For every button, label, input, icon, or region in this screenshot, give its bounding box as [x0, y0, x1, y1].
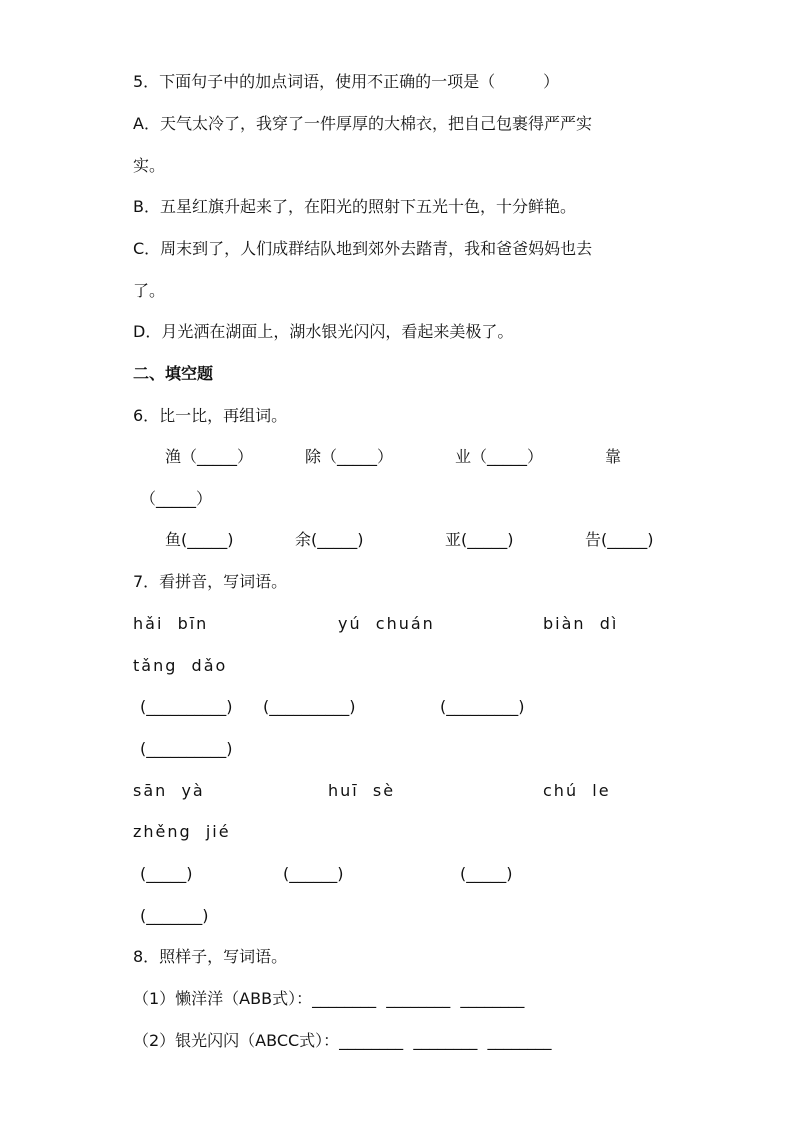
q6-blank-kao[interactable]: （_____） — [140, 489, 213, 508]
q7-blank-5[interactable]: (_____) — [140, 864, 193, 883]
q6-char-kao: 靠 — [605, 447, 622, 466]
q5-option-d: D．月光洒在湖面上，湖水银光闪闪，看起来美极了。 — [133, 322, 514, 341]
q7-pinyin-sanya: sān yà — [133, 781, 205, 800]
q5-option-c-line2: 了。 — [133, 281, 166, 300]
q8-stem: 8．照样子，写词语。 — [133, 947, 288, 966]
q8-item-1[interactable]: （1）懒洋洋（ABB式）：________ ________ ________ — [133, 989, 525, 1008]
q6-blank-yu2[interactable]: 渔（_____） — [165, 447, 254, 466]
q6-blank-yu3[interactable]: 余(_____) — [295, 530, 364, 549]
q7-pinyin-haibin: hǎi bīn — [133, 614, 209, 633]
q7-blank-3[interactable]: (_________) — [440, 697, 525, 716]
q6-stem: 6．比一比，再组词。 — [133, 406, 288, 425]
q7-blank-7[interactable]: (_____) — [460, 864, 513, 883]
q6-blank-gao[interactable]: 告(_____) — [585, 530, 654, 549]
q7-pinyin-yuchuan: yú chuán — [338, 614, 435, 633]
q7-blank-2[interactable]: (__________) — [263, 697, 356, 716]
q7-pinyin-zhengjie: zhěng jié — [133, 822, 231, 841]
q7-blank-4[interactable]: (__________) — [140, 739, 233, 758]
q5-option-a-line1: A．天气太冷了，我穿了一件厚厚的大棉衣，把自己包裹得严严实 — [133, 114, 592, 133]
q5-option-a-line2: 实。 — [133, 156, 166, 175]
q6-blank-yu[interactable]: 鱼(_____) — [165, 530, 234, 549]
q7-blank-6[interactable]: (______) — [283, 864, 344, 883]
q7-blank-1[interactable]: (__________) — [140, 697, 233, 716]
q5-option-b: B．五星红旗升起来了，在阳光的照射下五光十色，十分鲜艳。 — [133, 197, 576, 216]
q6-blank-ye[interactable]: 业（_____） — [455, 447, 544, 466]
section-title: 二、填空题 — [133, 364, 214, 383]
q8-item-2[interactable]: （2）银光闪闪（ABCC式）：________ ________ ________ — [133, 1031, 552, 1050]
q7-stem: 7．看拼音，写词语。 — [133, 572, 288, 591]
q7-pinyin-chule: chú le — [543, 781, 611, 800]
q7-blank-8[interactable]: (_______) — [140, 906, 209, 925]
q5-stem: 5．下面句子中的加点词语，使用不正确的一项是（ ） — [133, 72, 560, 91]
q6-blank-chu[interactable]: 除（_____） — [305, 447, 394, 466]
q5-option-c-line1: C．周末到了，人们成群结队地到郊外去踏青，我和爸爸妈妈也去 — [133, 239, 593, 258]
q7-pinyin-tangdao: tǎng dǎo — [133, 656, 228, 675]
q6-blank-ya[interactable]: 亚(_____) — [445, 530, 514, 549]
q7-pinyin-huise: huī sè — [328, 781, 396, 800]
q7-pinyin-biandi: biàn dì — [543, 614, 619, 633]
